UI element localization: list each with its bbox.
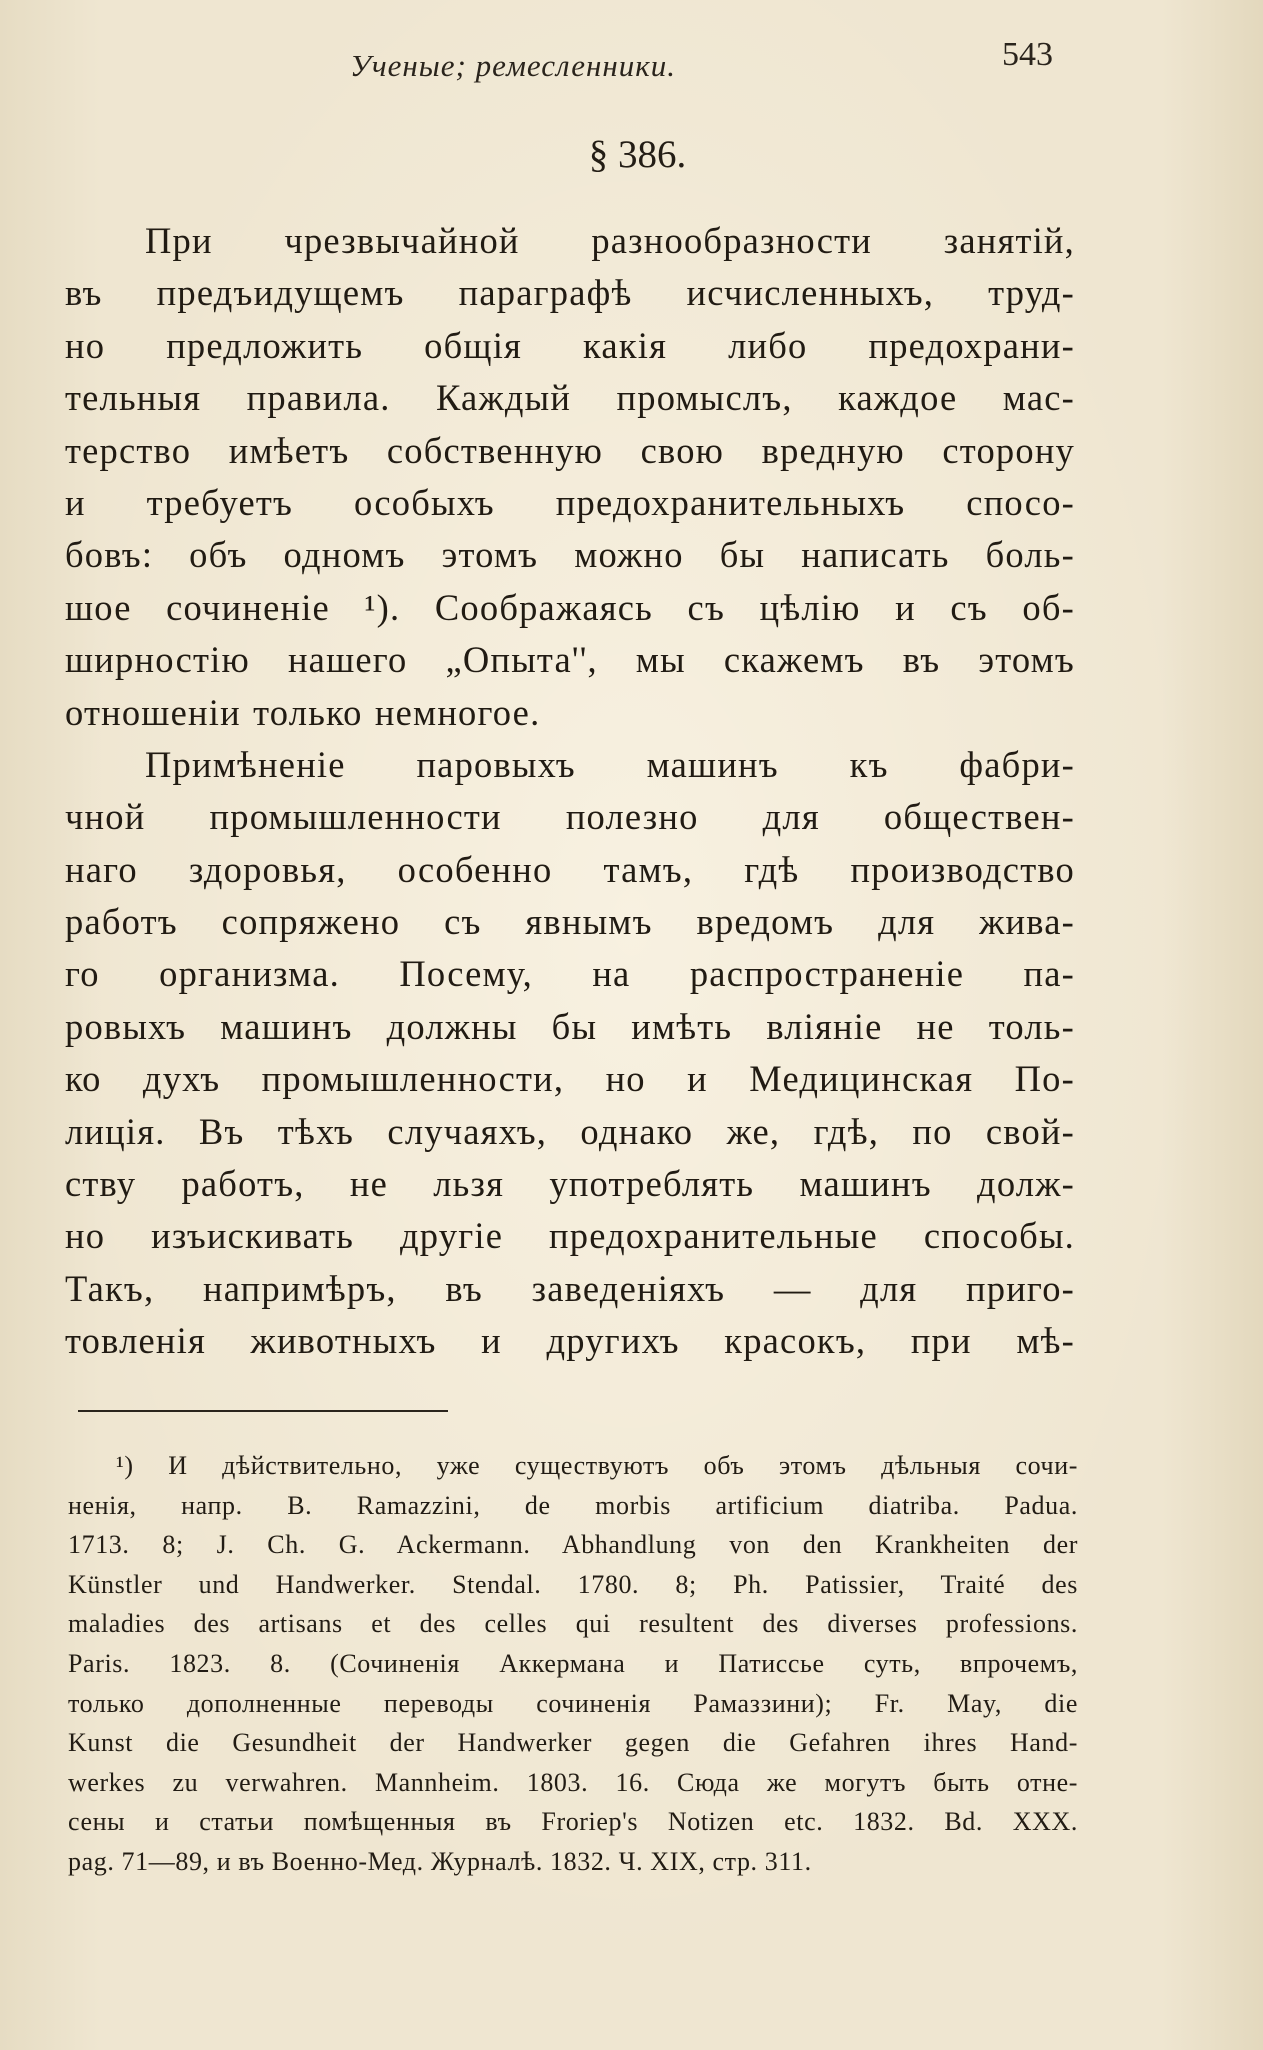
text-line: Такъ, напримѣръ, въ заведеніяхъ — для приго- (65, 1267, 1075, 1309)
footnote (68, 1446, 1078, 1882)
text-line: шое сочиненіе ¹). Соображаясь съ цѣлію и съ об- (65, 586, 1075, 628)
section-heading: § 386. (588, 133, 687, 176)
text-line: Примѣненіе паровыхъ машинъ къ фабри- (145, 743, 1075, 785)
text-line: При чрезвычайной разнообразности занятій, (145, 220, 1075, 261)
text-line: терство имѣетъ собственную свою вредную сторону (65, 429, 1075, 471)
text-line: отношеніи только немногое. (65, 691, 541, 733)
text-line: чной промышленности полезно для обществен- (65, 796, 1075, 838)
text-line: и требуетъ особыхъ предохранительныхъ спосо- (65, 481, 1075, 523)
text-line: тельныя правила. Каждый промыслъ, каждое мас- (65, 377, 1075, 419)
footnote-line: Kunst die Gesundheit der Handwerker gegen die Gefahren ihres Hand- (68, 1728, 1078, 1758)
text-line: но предложить общія какія либо предохрани- (65, 324, 1075, 366)
page-number: 543 (1002, 36, 1053, 73)
footnote-line: pag. 71—89, и въ Военно-Мед. Журналѣ. 1832. Ч. XIX, стр. 311. (68, 1846, 812, 1876)
text-line: но изъискивать другіе предохранительные способы. (65, 1215, 1075, 1257)
text-line: ширностію нашего „Опыта'', мы скажемъ въ этомъ (65, 639, 1075, 681)
text-line: работъ сопряжено съ явнымъ вредомъ для жива- (65, 901, 1075, 943)
paragraph-2 (65, 739, 1075, 1368)
text-line: товленія животныхъ и другихъ красокъ, при мѣ- (65, 1320, 1075, 1362)
footnote-line: maladies des artisans et des celles qui resultent des diverses professions. (68, 1609, 1078, 1639)
footnote-line: Künstler und Handwerker. Stendal. 1780. 8; Ph. Patissier, Traité des (68, 1569, 1078, 1599)
text-line: бовъ: объ одномъ этомъ можно бы написать боль- (65, 534, 1075, 576)
paragraph-1 (65, 215, 1075, 739)
footnote-line: Paris. 1823. 8. (Сочиненія Аккермана и Патиссье суть, впрочемъ, (68, 1648, 1078, 1678)
text-line: го организма. Посему, на распространеніе па- (65, 953, 1075, 995)
footnote-line: 1713. 8; J. Ch. G. Ackermann. Abhandlung von den Krankheiten der (68, 1530, 1078, 1560)
text-line: въ предъидущемъ параграфѣ исчисленныхъ, труд- (65, 272, 1075, 314)
footnote-divider (78, 1410, 448, 1412)
text-line: наго здоровья, особенно тамъ, гдѣ производство (65, 848, 1075, 890)
text-line: лиція. Въ тѣхъ случаяхъ, однако же, гдѣ, по свой- (65, 1110, 1075, 1152)
footnote-line: сены и статьи помѣщенныя въ Froriep's Notizen etc. 1832. Bd. XXX. (68, 1807, 1078, 1837)
footnote-line: werkes zu verwahren. Mannheim. 1803. 16. Сюда же могутъ быть отне- (68, 1767, 1078, 1797)
main-text (65, 215, 1075, 1368)
running-head: Учeные; ремесленники. (350, 48, 677, 83)
text-line: ровыхъ машинъ должны бы имѣть вліяніе не толь- (65, 1005, 1075, 1047)
text-line: ко духъ промышленности, но и Медицинская По- (65, 1058, 1075, 1100)
footnote-line: ¹) И дѣйствительно, уже существуютъ объ этомъ дѣльныя сочи- (116, 1451, 1078, 1480)
text-line: ству работъ, не льзя употреблять машинъ долж- (65, 1163, 1075, 1205)
footnote-line: ненія, напр. B. Ramazzini, de morbis artificium diatriba. Padua. (68, 1490, 1078, 1520)
footnote-line: только дополненные переводы сочиненія Рамаззини); Fr. May, die (68, 1688, 1078, 1718)
